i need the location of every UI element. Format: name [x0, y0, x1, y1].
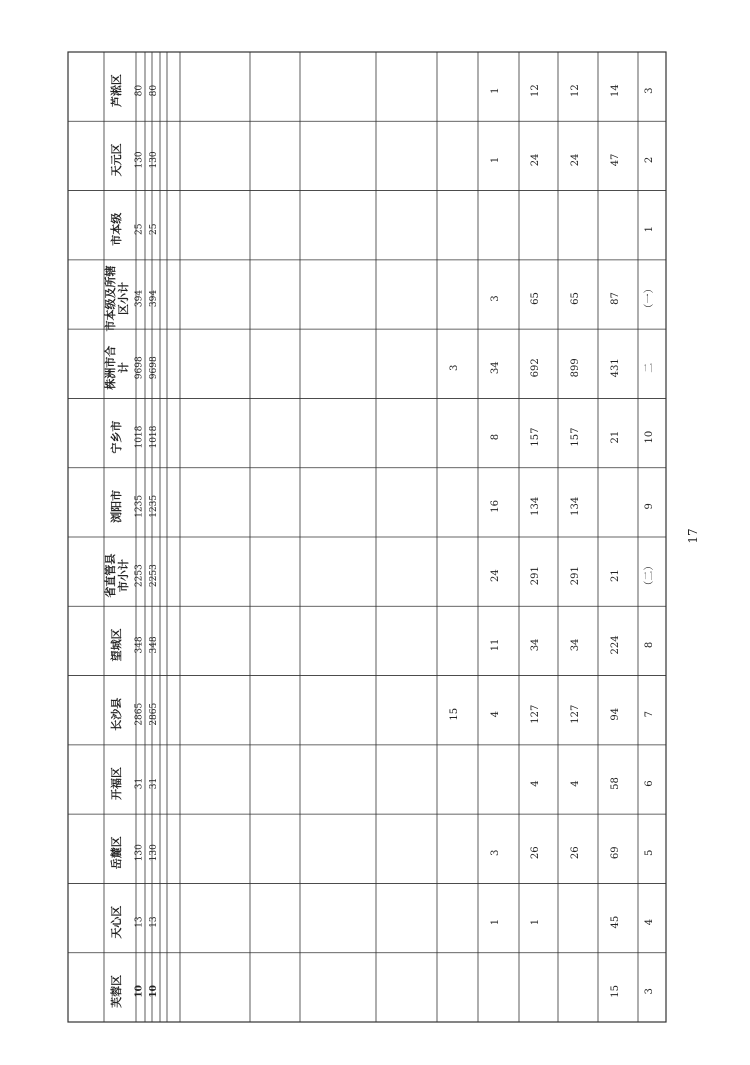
column-index: 2	[644, 156, 655, 164]
cell-value: 134	[530, 496, 541, 516]
cell-value: 1	[490, 918, 501, 926]
column-name: 浏阳市	[110, 489, 123, 523]
cell-value: 157	[530, 427, 541, 447]
column-name: 市小计	[117, 559, 130, 593]
cell-value: 127	[530, 704, 541, 724]
cell-value: 80	[134, 84, 145, 97]
column-index: 10	[644, 430, 655, 444]
cell-value: 899	[570, 358, 581, 378]
cell-value: 1235	[149, 494, 159, 518]
cell-value: 58	[610, 777, 621, 790]
cell-value: 80	[149, 84, 159, 97]
column-index: 9	[644, 503, 655, 510]
cell-value: 130	[134, 844, 145, 862]
cell-value: 34	[530, 638, 541, 652]
column-name: 芙蓉区	[110, 974, 123, 1008]
column-index: 7	[644, 711, 655, 718]
cell-value: 3	[449, 364, 460, 371]
cell-value: 130	[149, 844, 159, 862]
cell-value: 13	[134, 916, 145, 928]
cell-value: 31	[149, 777, 159, 790]
cell-value: 15	[610, 984, 621, 998]
cell-value: 3	[490, 295, 501, 302]
column-name: 市本级	[110, 212, 123, 246]
cell-value: 24	[570, 153, 581, 167]
cell-value: 1018	[134, 425, 145, 449]
cell-value: 224	[610, 635, 621, 655]
cell-value: 69	[610, 846, 621, 860]
cell-value: 10	[134, 985, 145, 998]
cell-value: 14	[610, 84, 621, 98]
cell-value: 65	[530, 292, 541, 305]
column-name: 株洲市合	[104, 345, 117, 390]
column-name: 岳麓区	[110, 836, 123, 870]
column-name: 天元区	[110, 143, 123, 177]
cell-value: 8	[490, 433, 501, 441]
column-index: （二）	[644, 560, 655, 591]
column-index: 4	[644, 918, 655, 926]
cell-value: 15	[449, 707, 460, 721]
cell-value: 1018	[149, 425, 159, 449]
page-number: 17	[686, 528, 700, 544]
cell-value: 34	[490, 361, 501, 375]
cell-value: 2253	[149, 564, 159, 588]
cell-value: 692	[530, 358, 541, 378]
column-name: 宁乡市	[110, 420, 123, 454]
column-index: 3	[644, 988, 655, 995]
cell-value: 65	[570, 292, 581, 305]
cell-value: 12	[570, 84, 581, 98]
column-index: （一）	[644, 283, 655, 314]
cell-value: 2865	[149, 702, 159, 726]
cell-value: 157	[570, 427, 581, 447]
cell-value: 291	[570, 566, 581, 586]
cell-value: 24	[530, 153, 541, 167]
cell-value: 94	[610, 707, 621, 721]
cell-value: 348	[134, 636, 145, 654]
cell-value: 9698	[134, 356, 145, 380]
column-index: 1	[644, 226, 655, 233]
cell-value: 4	[490, 711, 501, 718]
cell-value: 2865	[134, 702, 145, 726]
column-name: 市本级及所辖	[104, 265, 117, 332]
cell-value: 45	[610, 915, 621, 929]
column-index: 二	[644, 362, 655, 373]
cell-value: 87	[610, 292, 621, 305]
cell-value: 25	[149, 223, 159, 235]
column-index: 6	[644, 780, 655, 787]
cell-value: 11	[490, 638, 501, 652]
cell-value: 1235	[134, 494, 145, 518]
cell-value: 12	[530, 84, 541, 98]
cell-value: 3	[490, 849, 501, 856]
column-name: 省直管县	[104, 553, 117, 598]
cell-value: 1	[490, 87, 501, 94]
column-name: 长沙县	[110, 697, 123, 731]
cell-value: 127	[570, 704, 581, 724]
cell-value: 31	[134, 777, 145, 790]
cell-value: 4	[570, 780, 581, 787]
cell-value: 13	[149, 916, 159, 928]
column-index: 3	[644, 87, 655, 94]
cell-value: 26	[530, 846, 541, 860]
cell-value: 21	[610, 569, 621, 583]
column-name: 计	[117, 362, 130, 374]
cell-value: 130	[149, 151, 159, 169]
column-index: 8	[644, 641, 655, 649]
cell-value: 2253	[134, 564, 145, 588]
column-name: 芦淞区	[110, 74, 123, 108]
cell-value: 25	[134, 223, 145, 235]
cell-value: 4	[530, 780, 541, 787]
cell-value: 291	[530, 566, 541, 586]
cell-value: 9698	[149, 356, 159, 380]
cell-value: 394	[149, 289, 159, 308]
cell-value: 21	[610, 430, 621, 444]
cell-value: 431	[610, 358, 621, 378]
cell-value: 348	[149, 636, 159, 654]
column-name: 开福区	[110, 767, 123, 800]
cell-value: 47	[610, 153, 621, 167]
cell-value: 130	[134, 151, 145, 169]
cell-value: 26	[570, 846, 581, 860]
cell-value: 16	[490, 499, 501, 513]
cell-value: 34	[570, 638, 581, 652]
column-name: 望城区	[110, 628, 123, 662]
cell-value: 24	[490, 569, 501, 583]
cell-value: 10	[149, 985, 159, 998]
cell-value: 1	[530, 918, 541, 926]
column-index: 5	[644, 849, 655, 856]
column-name: 天心区	[110, 905, 123, 939]
cell-value: 394	[134, 289, 145, 308]
cell-value: 134	[570, 496, 581, 516]
column-name: 区小计	[117, 282, 130, 315]
cell-value: 1	[490, 156, 501, 164]
